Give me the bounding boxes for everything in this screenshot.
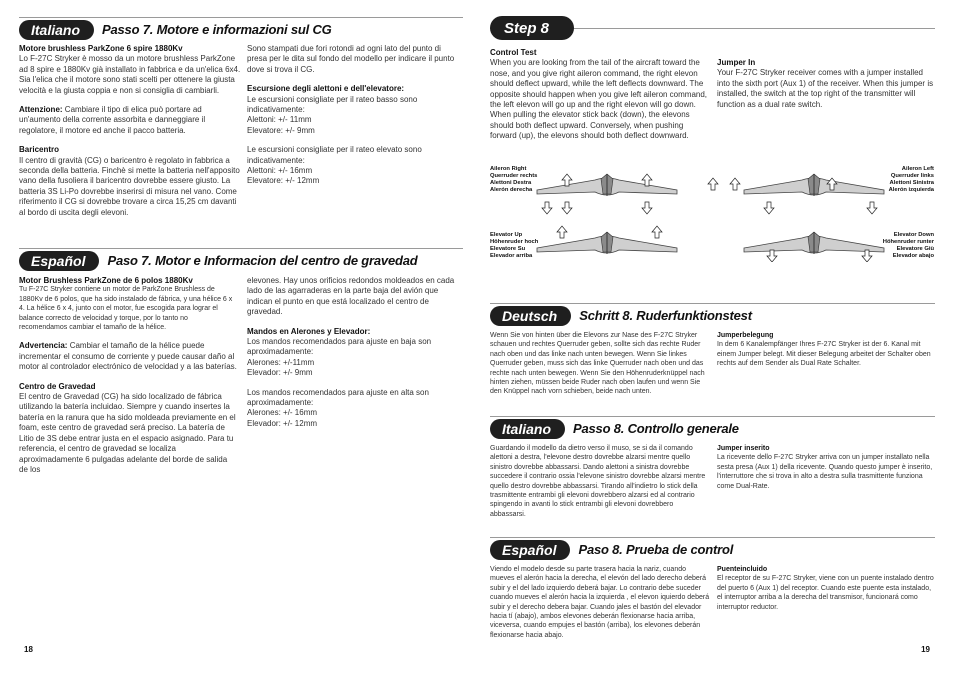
section-title: Passo 7. Motore e informazioni sul CG [102, 21, 332, 37]
jumper-heading: Jumper In [717, 58, 756, 67]
cg-text: El centro de Gravedad (CG) ha sido localizado de fábrica utilizando la batería incluidao. Siempre y cuando insertes la batería en la ranura que ha sido moldeada previamente en el foam, este centro de gravedad será preciso. La batería de Litio de 3S debe entrar justa en el espacio asignado. Para tu referencia, el centro de gravedad se localiza aproximadamente 6 pulgadas adelante del borde de salida de los [19, 392, 236, 474]
jumper-heading: Puenteincluido [717, 566, 768, 573]
page-number: 19 [921, 645, 930, 654]
italiano-jumper [717, 444, 937, 491]
cg-holes-text: Sono stampati due fori rotondi ad ogni lato del punto di presa per le dita sul fondo del modello per indicare il punto dove si trova il CG. [247, 44, 455, 74]
espanol-step8-header [490, 537, 935, 560]
up-arrow-icon [652, 226, 662, 238]
italiano-step7-header [19, 17, 463, 40]
excursion-heading: Escursione degli alettoni e dell'elevatore: [247, 84, 405, 94]
control-test-text: When you are looking from the tail of the aircraft toward the nose, and you give right aileron command, the right elevon should deflect upward, while the left deflects downward. The opposite should happen when you give left aileron command, the left elevon will go up and the right elevon will go down. When pulling the elevator stick back (down), the elevons should both deflect upward. Conversely, when pushing forward (up), the elevons should both deflect downward. [490, 58, 708, 141]
attention-text: Cambiare il tipo di elica può portare ad un'aumento della corrente assorbita e danneggiare il regolatore, il motore ed anche il pacco batteria. [19, 105, 206, 135]
deutsch-jumper [717, 331, 937, 369]
up-arrow-icon [730, 178, 740, 190]
down-arrow-icon [562, 202, 572, 214]
italiano-col1 [19, 44, 241, 227]
down-arrow-icon [642, 202, 652, 214]
warning-text: Cambiar el tamaño de la hélice puede incrementar el consumo de corriente y puede causar daño al motor al controlador electrónico de velocidad y a las baterías. [19, 341, 237, 372]
right-page [477, 0, 954, 675]
up-arrow-icon [708, 178, 718, 190]
espanol-jumper [717, 565, 937, 612]
low-rate-elevator: Elevador: +/- 9mm [247, 368, 313, 378]
espanol-col1 [19, 276, 237, 484]
cg-text: Il centro di gravità (CG) o baricentro è regolato in fabbrica a seconda della batteria. Finchè si mette la batteria nell'apposito vano della fusoliera il baricentro dovrebbe essere giusto. La batteria 3S Li-Po dovrebbe inserirsi di misura nel vano. Come riferimento il CG si dovrebbe trovare a circa 15,25 cm davanti al bordo di uscita degli elevoni. [19, 155, 240, 217]
deutsch-text: Wenn Sie von hinten über die Elevons zur Nase des F-27C Stryker schauen und rechtes Querruder geben, sollte sich das rechte Ruder nach oben und das linke nach unten bewegen. Wenn Sie linkes Querruder geben, muss sich das linke Querruder nach oben und das rechte nach unten bewegen. Wenn Sie den Höhenruderknüppel nach hinten ziehen, müssen beide Ruder nach oben laufen und wenn Sie den Knüppel nach vorn schieben, beide nach unten. [490, 332, 705, 396]
section-title: Paso 7. Motor e Informacion del centro de gravedad [107, 252, 418, 268]
warning-label: Advertencia: [19, 341, 68, 351]
italiano-col2 [247, 44, 463, 196]
aileron-left-plane [744, 174, 884, 196]
label-aileron-right: Aileron Right Querruder rechts Alettoni Destra Alerón derecha [490, 166, 538, 193]
control-test-heading: Control Test [490, 48, 537, 57]
jumper-text: La ricevente dello F-27C Stryker arriva con un jumper installato nella sesta presa (Aux 1) della ricevente. Quando questo jumper è inserito, l'interruttore che si trova in alto a destra sulla trasmittente funziona come Dual-Rate. [717, 454, 933, 490]
espanol-col2 [247, 276, 463, 438]
down-arrow-icon [542, 202, 552, 214]
jumper-text: Your F-27C Stryker receiver comes with a jumper installed into the sixth port (Aux 1) of the receiver. When this jumper is installed, the switch at the top right of the transmitter will function as a dual rate switch. [717, 68, 934, 109]
language-tag-espanol: Español [490, 540, 570, 560]
control-test-col [490, 48, 708, 151]
label-elevator-down: Elevator Down Höhenruder runter Elevatore Giù Elevador abajo [882, 232, 934, 259]
language-tag-italiano: Italiano [490, 419, 565, 439]
jumper-col [717, 58, 937, 119]
up-arrow-icon [557, 226, 567, 238]
low-rate-elevator: Elevatore: +/- 9mm [247, 125, 315, 135]
high-rate-text: Los mandos recomendados para ajuste en alta son aproximadamente: [247, 387, 429, 408]
down-arrow-icon [767, 250, 777, 262]
language-tag-espanol: Español [19, 251, 99, 271]
high-rate-ailerons: Alerones: +/- 16mm [247, 408, 318, 418]
high-rate-elevator: Elevador: +/- 12mm [247, 418, 318, 428]
jumper-heading: Jumper inserito [717, 445, 770, 452]
down-arrow-icon [867, 202, 877, 214]
down-arrow-icon [764, 202, 774, 214]
motor-text: Lo F-27C Stryker è mosso da un motore brushless ParkZone ad 8 spire e 1880Kv già installato in fabbrica e da un'elica 6x4. Sia l'elica che il motore sono stati scelti per ottenere la giusta velocità e la giusta coppia e non si consiglia di cambiarli. [19, 54, 241, 95]
low-rate-ailerons: Alerones: +/-11mm [247, 357, 315, 367]
motor-heading: Motore brushless ParkZone 6 spire 1880Kv [19, 44, 183, 53]
low-rate-text: Los mandos recomendados para ajuste en baja son aproximadamente: [247, 337, 432, 357]
cg-holes-text: elevones. Hay unos orificios redondos moldeados en cada lado de las agarraderas en la parte baja del avión que indican el punto en que está localizado el centro de gravedad. [247, 276, 455, 317]
cg-heading: Baricentro [19, 145, 60, 155]
attention-label: Attenzione: [19, 105, 63, 115]
page-number: 18 [24, 645, 33, 654]
language-tag-italiano: Italiano [19, 20, 94, 40]
step-badge: Step 8 [490, 16, 574, 40]
label-aileron-left: Aileron Left Querruder links Alettoni Sinistra Alerón izquierda [888, 166, 934, 193]
section-title: Passo 8. Controllo generale [573, 420, 739, 436]
espanol-step7-header [19, 248, 463, 271]
espanol-text: Viendo el modelo desde su parte trasera hacia la nariz, cuando mueves el alerón hacia la derecha, el elevón del lado derecho deberá subir y el del lado izquierdo deberá bajar. Lo contrario debe suceder cuando mueves el alerón hacia la izquierda , el elevon iquierdo deberá subir y el derecho debera bajar. Cuando jales el bastón del elevador hacia tí (abajo), ambos elevones deberán flexionarse hacia arriba, viceversa, cuando empujes el bastón (arriba), los elevones deberán flexionarse hacia abajo. [490, 566, 710, 639]
italiano-text: Guardando il modello da dietro verso il muso, se si da il comando alettoni a destra, l'elevone destro dovrebbe alzarsi mentre quello sinistro dovrebbe abbassarsi. Dando alettoni a sinistra dovrebbe succedere il contrario ossia l'elevone sinistro dovrebbe alzarsi mentre quello destro dovrebbe abbassarsi. Tirando all'indietro lo stick della trasmittente entrambi gli elevoni dovrebbero alzarsi ed al contrario spingendo in avanti lo stick entrambi gli elevoni dovrebbero abbassarsi. [490, 445, 706, 518]
jumper-heading: Jumperbelegung [717, 332, 774, 339]
motor-text: Tu F-27C Stryker contiene un motor de ParkZone Brushless de 1880Kv de 6 polos, que ha sido instalado de fábrica, y una hélice 6 x 4. La hélice 6 x 4, junto con el motor, fue escogida para lograr el balance correcto de velocidad y torque, por lo tanto no recomendamos cambiar el tamaño de la hélice. [19, 286, 233, 332]
jumper-text: In dem 6 Kanalempfänger Ihres F-27C Stryker ist der 6. Kanal mit einem Jumper belegt. Mit dieser Belegung arbeitet der Schalter oben rechts auf dem Sender als Dual Rate Schalter. [717, 341, 931, 368]
low-rate-text: Le escursioni consigliate per il rateo basso sono indicativamente: [247, 94, 418, 115]
high-rate-ailerons: Alettoni: +/- 16mm [247, 166, 313, 176]
high-rate-text: Le escursioni consigliate per il rateo elevato sono indicativamente: [247, 145, 422, 165]
language-tag-deutsch: Deutsch [490, 306, 571, 326]
section-title: Paso 8. Prueba de control [578, 541, 734, 557]
high-rate-elevator: Elevatore: +/- 12mm [247, 176, 320, 186]
control-surface-diagram [482, 166, 937, 262]
mandos-heading: Mandos en Alerones y Elevador: [247, 326, 371, 336]
deutsch-step8-header [490, 303, 935, 326]
italiano-step8-header [490, 416, 935, 439]
low-rate-ailerons: Alettoni: +/- 11mm [247, 115, 312, 125]
motor-heading: Motor Brushless ParkZone de 6 polos 1880Kv [19, 276, 193, 285]
jumper-text: El receptor de su F-27C Stryker, viene con un puente instalado dentro del puerto 6 (Aux 1) del receptor. Cuando este puente esta instalado, el interruptor arriba a la derecha del transmisor, funcionará como interruptor reductor. [717, 575, 934, 611]
section-title: Schritt 8. Ruderfunktionstest [579, 307, 752, 323]
cg-heading: Centro de Gravedad [19, 381, 96, 391]
elevator-down-plane [744, 232, 884, 254]
label-elevator-up: Elevator Up Höhenruder hoch Elevatore Su Elevador arriba [490, 232, 539, 259]
aileron-right-plane [537, 174, 677, 196]
